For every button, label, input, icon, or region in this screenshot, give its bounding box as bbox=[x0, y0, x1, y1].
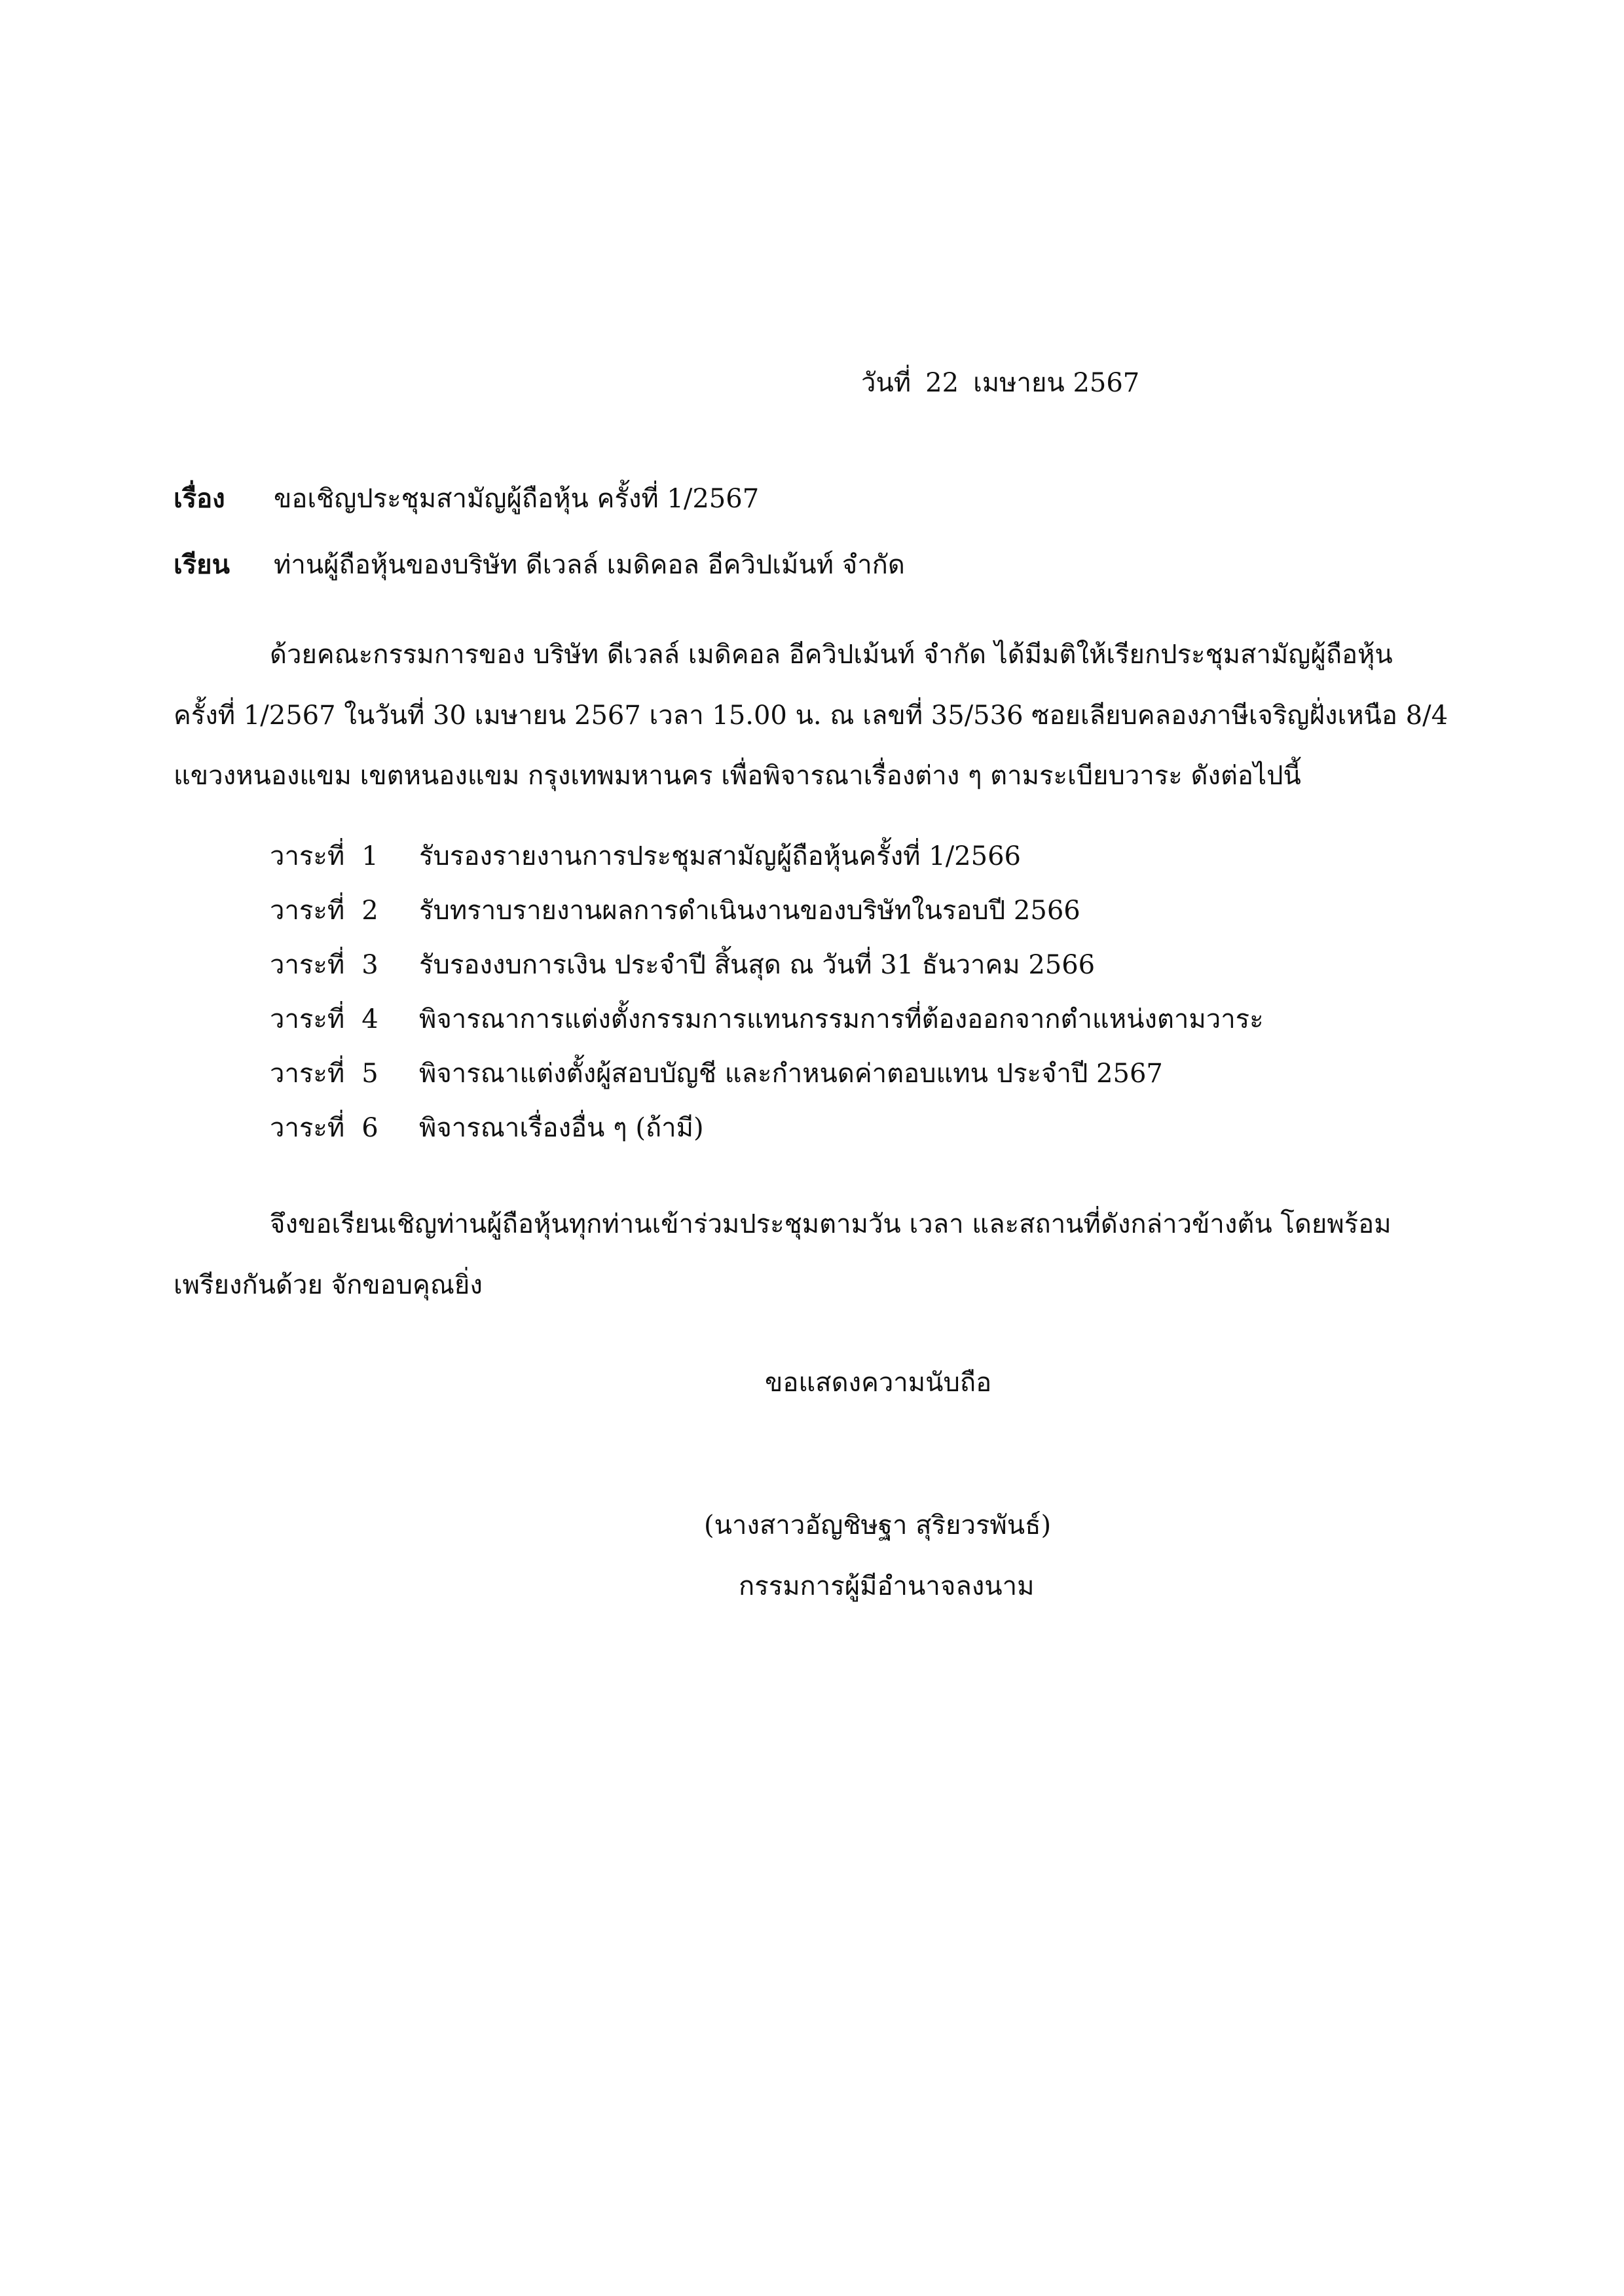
agenda-text-2: รับทราบรายงานผลการดำเนินงานของบริษัทในรอบปี 2566 bbox=[419, 896, 1080, 926]
agenda-text-1: รับรองรายงานการประชุมสามัญผู้ถือหุ้นครั้งที่ 1/2566 bbox=[419, 841, 1021, 871]
agenda-number: 2 bbox=[361, 896, 378, 926]
agenda-word: วาระที่ bbox=[270, 896, 345, 926]
closing-line-1: จึงขอเรียนเชิญท่านผู้ถือหุ้นทุกท่านเข้าร่วมประชุมตามวัน เวลา และสถานที่ดังกล่าวข้างต้น โดยพร้อม bbox=[270, 1209, 1392, 1239]
agenda-word: วาระที่ bbox=[270, 950, 345, 980]
date-prefix: วันที่ bbox=[861, 368, 912, 398]
subject-text: ขอเชิญประชุมสามัญผู้ถือหุ้น ครั้งที่ 1/2567 bbox=[274, 484, 760, 514]
agenda-label-1 bbox=[270, 843, 396, 869]
agenda-number: 6 bbox=[361, 1113, 378, 1143]
subject-label: เรื่อง bbox=[174, 483, 225, 514]
signer-title: กรรมการผู้มีอำนาจลงนาม bbox=[739, 1571, 1035, 1601]
to-label: เรียน bbox=[174, 549, 230, 580]
agenda-word: วาระที่ bbox=[270, 1113, 345, 1143]
agenda-text-3: รับรองงบการเงิน ประจำปี สิ้นสุด ณ วันที่ 31 ธันวาคม 2566 bbox=[419, 950, 1096, 980]
body-line-1: ด้วยคณะกรรมการของ บริษัท ดีเวลล์ เมดิคอล อีควิปเม้นท์ จำกัด ได้มีมติให้เรียกประชุมสามัญผู้ถือหุ้น bbox=[270, 640, 1393, 670]
agenda-text-6: พิจารณาเรื่องอื่น ๆ (ถ้ามี) bbox=[419, 1113, 704, 1143]
agenda-label-3 bbox=[270, 952, 396, 978]
agenda-text-5: พิจารณาแต่งตั้งผู้สอบบัญชี และกำหนดค่าตอบแทน ประจำปี 2567 bbox=[419, 1059, 1163, 1089]
agenda-label-6 bbox=[270, 1115, 396, 1141]
agenda-number: 1 bbox=[361, 841, 378, 871]
body-line-2: ครั้งที่ 1/2567 ในวันที่ 30 เมษายน 2567 เวลา 15.00 น. ณ เลขที่ 35/536 ซอยเลียบคลองภาษีเจริญฝั่งเหนือ 8/4 bbox=[174, 701, 1449, 731]
agenda-number: 4 bbox=[361, 1004, 378, 1034]
signer-name: (นางสาวอัญชิษฐา สุริยวรพันธ์) bbox=[704, 1510, 1052, 1540]
agenda-word: วาระที่ bbox=[270, 1004, 345, 1034]
body-line-3: แขวงหนองแขม เขตหนองแขม กรุงเทพมหานคร เพื่อพิจารณาเรื่องต่าง ๆ ตามระเบียบวาระ ดังต่อไปนี้ bbox=[174, 761, 1301, 791]
date-month-year: เมษายน 2567 bbox=[973, 368, 1140, 398]
agenda-number: 3 bbox=[361, 950, 378, 980]
agenda-label-4 bbox=[270, 1006, 396, 1032]
to-text: ท่านผู้ถือหุ้นของบริษัท ดีเวลล์ เมดิคอล อีควิปเม้นท์ จำกัด bbox=[274, 550, 905, 580]
agenda-text-4: พิจารณาการแต่งตั้งกรรมการแทนกรรมการที่ต้องออกจากตำแหน่งตามวาระ bbox=[419, 1004, 1264, 1034]
agenda-word: วาระที่ bbox=[270, 1059, 345, 1089]
regards-text: ขอแสดงความนับถือ bbox=[765, 1368, 992, 1398]
agenda-label-5 bbox=[270, 1061, 396, 1087]
agenda-word: วาระที่ bbox=[270, 841, 345, 871]
agenda-number: 5 bbox=[361, 1059, 378, 1089]
date-day: 22 bbox=[925, 368, 959, 398]
closing-line-2: เพรียงกันด้วย จักขอบคุณยิ่ง bbox=[174, 1270, 483, 1300]
date-line bbox=[861, 370, 1154, 396]
agenda-label-2 bbox=[270, 898, 396, 924]
